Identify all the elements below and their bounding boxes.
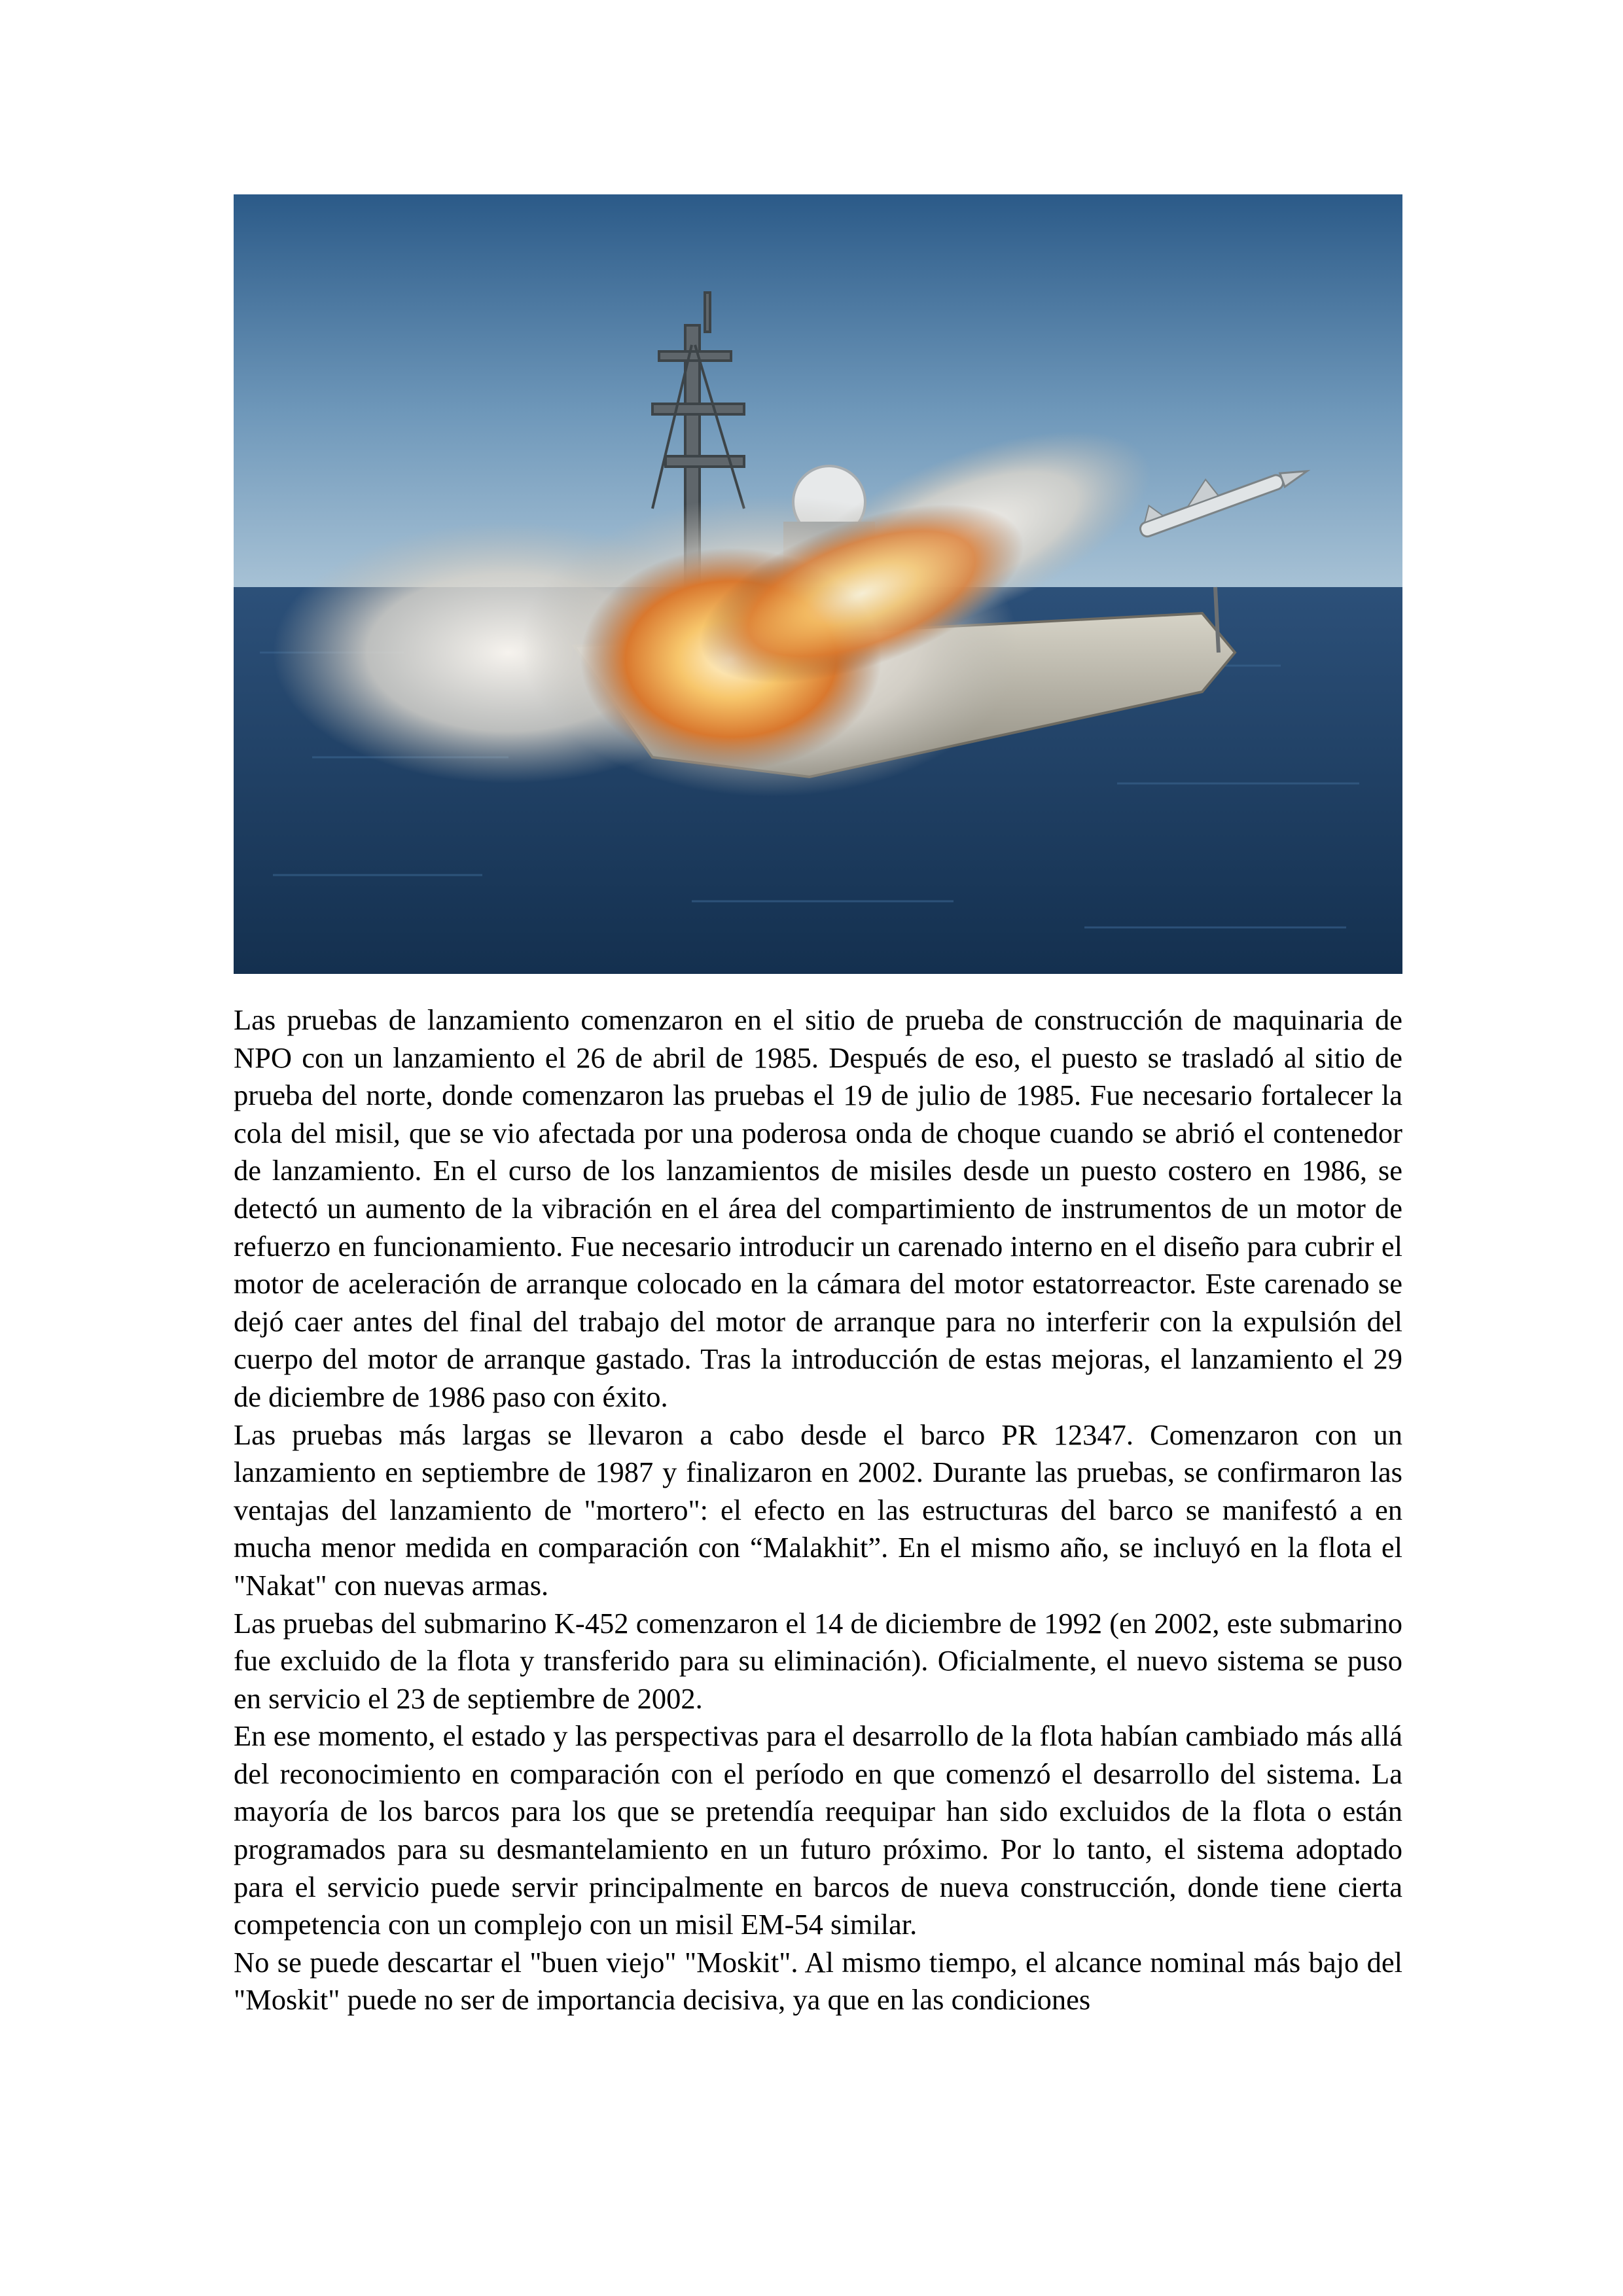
paragraph: Las pruebas más largas se llevaron a cabo desde el barco PR 12347. Comenzaron con un lanzamiento en septiembre de 1987 y finalizaron en 2002. Durante las pruebas, se confirmaron las ventajas del lanzamiento de "mortero": el efecto en las estructuras del barco se manifestó a en mucha menor medida en comparación con “Malakhit”. En el mismo año, se incluyó en la flota el "Nakat" con nuevas armas. <box>234 1418 1402 1602</box>
paragraph: No se puede descartar el "buen viejo" "Moskit". Al mismo tiempo, el alcance nominal más bajo del "Moskit" puede no ser de importancia decisiva, ya que en las condiciones <box>234 1945 1402 2017</box>
missile-launch-photo <box>234 194 1402 974</box>
paragraph: Las pruebas del submarino K-452 comenzaron el 14 de diciembre de 1992 (en 2002, este submarino fue excluido de la flota y transferido para su eliminación). Oficialmente, el nuevo sistema se puso en servicio el 23 de septiembre de 2002. <box>234 1606 1402 1715</box>
paragraph: Las pruebas de lanzamiento comenzaron en el sitio de prueba de construcción de maquinaria de NPO con un lanzamiento el 26 de abril de 1985. Después de eso, el puesto se trasladó al sitio de prueba del norte, donde comenzaron las pruebas el 19 de julio de 1985. Fue necesario fortalecer la cola del misil, que se vio afectada por una poderosa onda de choque cuando se abrió el contenedor de lanzamiento. En el curso de los lanzamientos de misiles desde un puesto costero en 1986, se detectó un aumento de la vibración en el área del compartimiento de instrumentos de un motor de refuerzo en funcionamiento. Fue necesario introducir un carenado interno en el diseño para cubrir el motor de aceleración de arranque colocado en la cámara del motor estatorreactor. Este carenado se dejó caer antes del final del trabajo del motor de arranque para no interferir con la expulsión del cuerpo del motor de arranque gastado. Tras la introducción de estas mejoras, el lanzamiento el 29 de diciembre de 1986 paso con éxito. <box>234 1003 1402 1413</box>
body-text <box>234 1001 1402 2019</box>
paragraph: En ese momento, el estado y las perspectivas para el desarrollo de la flota habían cambiado más allá del reconocimiento en comparación con el período en que comenzó el desarrollo del sistema. La mayoría de los barcos para los que se pretendía reequipar han sido excluidos de la flota o están programados para su desmantelamiento en un futuro próximo. Por lo tanto, el sistema adoptado para el servicio puede servir principalmente en barcos de nueva construcción, donde tiene cierta competencia con un complejo con un misil EM-54 similar. <box>234 1719 1402 1941</box>
photo-illustration <box>234 194 1402 974</box>
